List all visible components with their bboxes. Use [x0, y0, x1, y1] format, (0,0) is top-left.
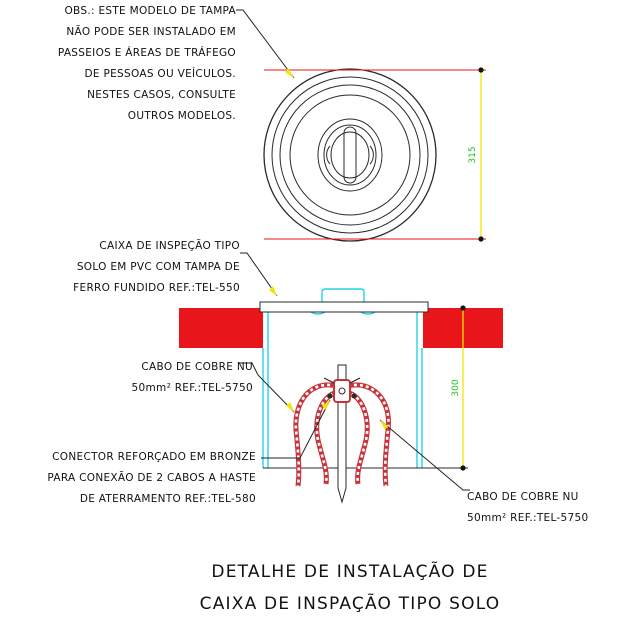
note-cabo-left-line: CABO DE COBRE NU — [141, 361, 253, 373]
note-obs-line: NÃO PODE SER INSTALADO EM — [66, 26, 236, 38]
note-cabo-right — [467, 487, 588, 529]
note-caixa-line: FERRO FUNDIDO REF.:TEL-550 — [73, 282, 240, 294]
bronze-connector — [324, 378, 360, 402]
note-caixa-line: SOLO EM PVC COM TAMPA DE — [76, 261, 240, 273]
drawing-title-line1: DETALHE DE INSTALAÇÃO DE — [211, 562, 489, 582]
note-obs-line: OUTROS MODELOS. — [127, 110, 236, 122]
lid-section — [260, 302, 428, 312]
note-conector-line: CONECTOR REFORÇADO EM BRONZE — [52, 451, 256, 463]
lid-dimension-value: 315 — [468, 146, 478, 164]
lid-dimension — [264, 67, 486, 241]
note-conector-line: PARA CONEXÃO DE 2 CABOS A HASTE — [47, 472, 256, 484]
note-cabo-right-line: CABO DE COBRE NU — [467, 491, 579, 503]
lid-top-view — [264, 69, 436, 241]
leader-lines — [236, 10, 470, 490]
leader-arrowheads — [269, 68, 388, 430]
drawing-title-line2: CAIXA DE INSPAÇÃO TIPO SOLO — [199, 594, 501, 614]
note-cabo-right-line: 50mm² REF.:TEL-5750 — [467, 512, 589, 524]
note-cabo-left — [132, 357, 253, 399]
box-dimension-value: 300 — [451, 379, 461, 397]
note-obs-line: OBS.: ESTE MODELO DE TAMPA — [64, 5, 236, 17]
note-obs-line: PASSEIOS E ÁREAS DE TRÁFEGO — [57, 47, 236, 59]
note-cabo-left-line: 50mm² REF.:TEL-5750 — [131, 382, 253, 394]
note-obs-line: NESTES CASOS, CONSULTE — [87, 89, 236, 101]
note-obs — [58, 1, 236, 127]
note-caixa-line: CAIXA DE INSPEÇÃO TIPO — [99, 240, 240, 252]
floor-left — [179, 308, 263, 348]
note-caixa — [73, 236, 240, 299]
note-conector — [47, 447, 256, 510]
note-conector-line: DE ATERRAMENTO REF.:TEL-580 — [79, 493, 256, 505]
note-obs-line: DE PESSOAS OU VEÍCULOS. — [84, 68, 236, 80]
